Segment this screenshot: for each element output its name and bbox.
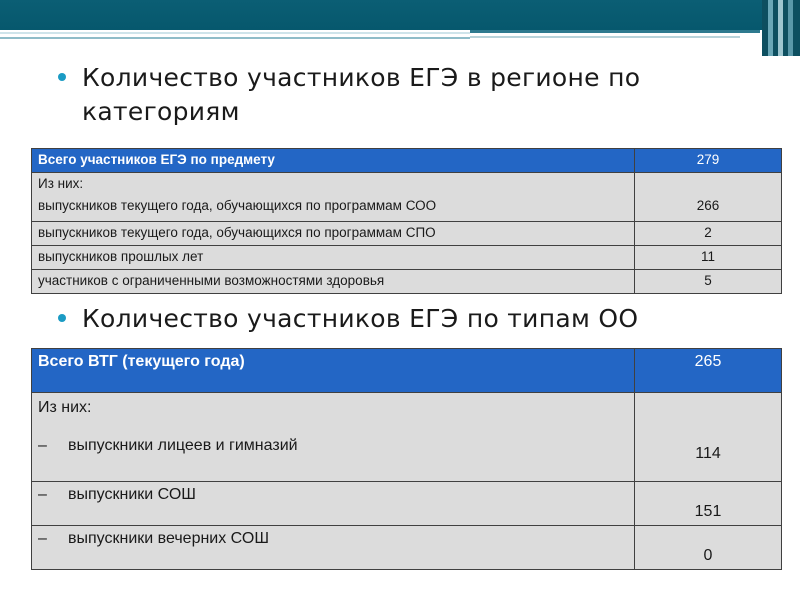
slide-top-bar	[0, 0, 800, 30]
bullet-categories	[60, 61, 760, 129]
table-header-row	[32, 349, 782, 393]
bullet-dot-icon	[58, 73, 66, 81]
row-value: 11	[635, 246, 782, 270]
row-value: 151	[635, 482, 782, 526]
header-value: 279	[635, 149, 782, 173]
row-text: выпускники СОШ	[68, 486, 196, 503]
row-text: выпускники лицеев и гимназий	[68, 437, 298, 454]
row-value: 5	[635, 270, 782, 294]
table-row	[32, 173, 782, 222]
row-label: выпускников текущего года, обучающихся по программам СПО	[32, 222, 635, 246]
dash-marker: –	[38, 530, 47, 547]
participants-by-category-table	[31, 148, 782, 294]
bullet-text: Количество участников ЕГЭ по типам ОО	[82, 304, 639, 333]
row-label: участников с ограниченными возможностями здоровья	[32, 270, 635, 294]
table-row	[32, 482, 782, 526]
row-item	[38, 530, 628, 548]
row-label	[32, 173, 635, 222]
decoration-stripe	[0, 37, 470, 39]
table-row	[32, 246, 782, 270]
dash-marker: –	[38, 486, 47, 503]
corner-stripe	[788, 0, 793, 56]
row-text: выпускники вечерних СОШ	[68, 530, 269, 547]
row-label	[32, 526, 635, 570]
row-value: 0	[635, 526, 782, 570]
slide-decoration-lines	[0, 30, 800, 44]
table-row	[32, 222, 782, 246]
row-label	[32, 482, 635, 526]
corner-stripe	[768, 0, 773, 56]
table-row	[32, 526, 782, 570]
dash-marker: –	[38, 437, 47, 454]
decoration-stripe	[470, 36, 740, 38]
bullet-school-types	[60, 302, 760, 336]
header-label: Всего ВТГ (текущего года)	[32, 349, 635, 393]
row-text: выпускников текущего года, обучающихся по программам СОО	[38, 198, 437, 213]
header-label: Всего участников ЕГЭ по предмету	[32, 149, 635, 173]
slide-corner-decoration	[762, 0, 800, 56]
row-label: выпускников прошлых лет	[32, 246, 635, 270]
participants-by-school-type-table	[31, 348, 782, 570]
row-value: 2	[635, 222, 782, 246]
table-header-row	[32, 149, 782, 173]
row-item	[38, 435, 628, 457]
row-intro: Из них:	[38, 399, 92, 416]
decoration-stripe	[470, 30, 760, 33]
row-value: 266	[635, 173, 782, 222]
row-item	[38, 486, 628, 504]
decoration-stripe	[0, 32, 470, 34]
row-intro: Из них:	[38, 176, 84, 191]
corner-stripe	[778, 0, 783, 56]
bullet-text: Количество участников ЕГЭ в регионе по категориям	[82, 63, 641, 126]
row-value: 114	[635, 393, 782, 482]
header-value: 265	[635, 349, 782, 393]
table-row	[32, 270, 782, 294]
table-row	[32, 393, 782, 482]
row-label	[32, 393, 635, 482]
bullet-dot-icon	[58, 314, 66, 322]
